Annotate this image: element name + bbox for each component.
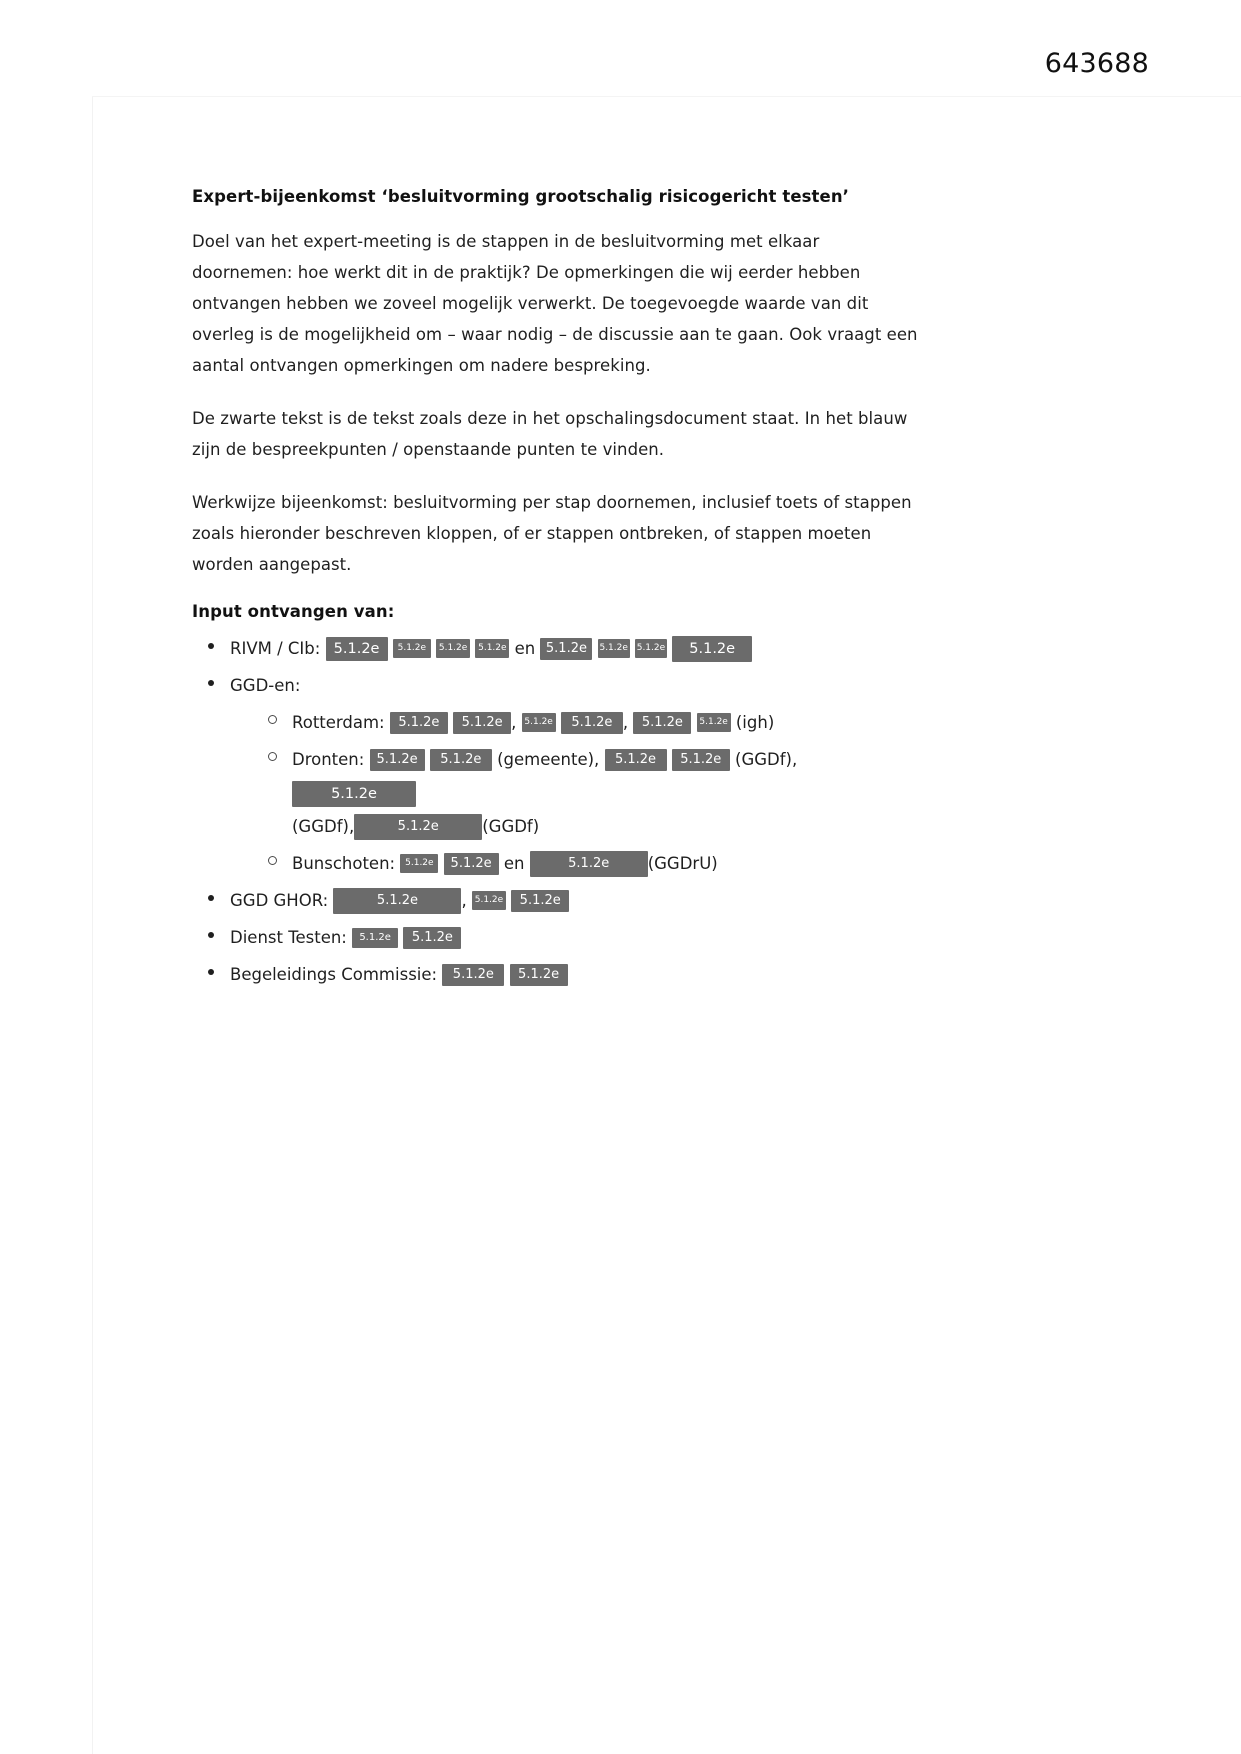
redaction-box: 5.1.2e [354, 814, 482, 840]
paragraph-intro: Doel van het expert-meeting is de stappen in de besluitvorming met elkaar doornemen: hoe werkt dit in de praktijk? De opmerkingen die wij eerder hebben ontvangen hebben we zoveel mogelijk verwerkt. De toegevoegde waarde van dit overleg is de mogelijkheid om – waar nodig – de discussie aan te gaan. Ook vraagt een aantal ontvangen opmerkingen om nadere bespreking. [192, 232, 918, 376]
bullet-icon [208, 895, 214, 901]
redaction-box: 5.1.2e [633, 712, 691, 734]
page-title: Expert-bijeenkomst ‘besluitvorming grootschalig risicogericht testen’ [192, 187, 850, 206]
circle-bullet-icon [268, 856, 277, 865]
list-item-rotterdam [292, 705, 920, 739]
scan-margin-left [0, 0, 93, 1754]
redaction-box: 5.1.2e [672, 636, 752, 662]
conjunction-text: en [514, 639, 536, 659]
list-item-ggd-en [230, 668, 920, 880]
tag-text: (gemeente), [497, 750, 600, 770]
list-item-dienst-testen [230, 920, 920, 954]
redaction-box: 5.1.2e [333, 888, 461, 914]
redaction-box: 5.1.2e [530, 851, 648, 877]
redaction-box: 5.1.2e [475, 639, 509, 658]
input-source-list [192, 631, 920, 991]
list-item-rivm-cib [230, 631, 920, 665]
conjunction-text: en [503, 854, 525, 874]
separator-text: , [511, 713, 517, 733]
tag-text: (GGDf) [482, 817, 540, 837]
redaction-box: 5.1.2e [352, 928, 398, 948]
redaction-box: 5.1.2e [672, 749, 730, 771]
list-item-dronten [292, 742, 920, 843]
redaction-box: 5.1.2e [442, 964, 504, 986]
list-item-label: GGD GHOR: [230, 891, 329, 911]
bullet-icon [208, 932, 214, 938]
dronten-line-2 [292, 809, 920, 843]
redaction-box: 5.1.2e [472, 891, 506, 910]
list-item-bunschoten [292, 846, 920, 880]
redaction-box: 5.1.2e [436, 639, 470, 658]
ggd-sub-list [230, 705, 920, 880]
paragraph-werkwijze: Werkwijze bijeenkomst: besluitvorming per stap doornemen, inclusief toets of stappen zoals hieronder beschreven kloppen, of er stappen ontbreken, of stappen moeten worden aangepast. [192, 493, 912, 575]
list-item-label: Rotterdam: [292, 713, 385, 733]
redaction-box: 5.1.2e [393, 639, 431, 658]
separator-text: , [461, 891, 467, 911]
redaction-box: 5.1.2e [510, 964, 568, 986]
redaction-box: 5.1.2e [453, 712, 511, 734]
page-number: 643688 [1044, 48, 1149, 79]
list-item-label: Begeleidings Commissie: [230, 965, 438, 985]
redaction-box: 5.1.2e [540, 638, 592, 660]
redaction-box: 5.1.2e [561, 712, 623, 734]
redaction-box: 5.1.2e [292, 781, 416, 807]
section-heading-input: Input ontvangen van: [192, 602, 395, 622]
redaction-box: 5.1.2e [697, 713, 731, 732]
list-item-label: GGD-en: [230, 676, 301, 696]
separator-text: , [622, 713, 629, 733]
bullet-icon [208, 680, 214, 686]
dronten-line-1 [292, 742, 920, 809]
circle-bullet-icon [268, 715, 277, 724]
tag-text: (GGDf), [735, 750, 798, 770]
suffix-text: (GGDrU) [647, 854, 718, 874]
document-body [192, 186, 920, 994]
redaction-box: 5.1.2e [598, 639, 630, 658]
redaction-box: 5.1.2e [444, 853, 499, 875]
paragraph-color-legend: De zwarte tekst is de tekst zoals deze in het opschalingsdocument staat. In het blauw zijn de bespreekpunten / openstaande punten te vinden. [192, 409, 908, 460]
list-item-label: Dienst Testen: [230, 928, 347, 948]
list-item-begeleidings-commissie [230, 957, 920, 991]
tag-text: (GGDf), [292, 817, 355, 837]
circle-bullet-icon [268, 752, 277, 761]
redaction-box: 5.1.2e [326, 637, 388, 661]
bullet-icon [208, 969, 214, 975]
redaction-box: 5.1.2e [522, 713, 556, 732]
list-item-ggd-ghor [230, 883, 920, 917]
list-item-label: Dronten: [292, 750, 365, 770]
suffix-text: (igh) [735, 713, 775, 733]
redaction-box: 5.1.2e [635, 639, 667, 658]
list-item-label: Bunschoten: [292, 854, 396, 874]
redaction-box: 5.1.2e [511, 890, 569, 912]
list-item-label: RIVM / CIb: [230, 639, 321, 659]
redaction-box: 5.1.2e [430, 749, 492, 771]
redaction-box: 5.1.2e [400, 854, 438, 873]
redaction-box: 5.1.2e [370, 749, 425, 771]
redaction-box: 5.1.2e [390, 712, 448, 734]
redaction-box: 5.1.2e [605, 749, 667, 771]
bullet-icon [208, 643, 214, 649]
redaction-box: 5.1.2e [403, 927, 461, 949]
